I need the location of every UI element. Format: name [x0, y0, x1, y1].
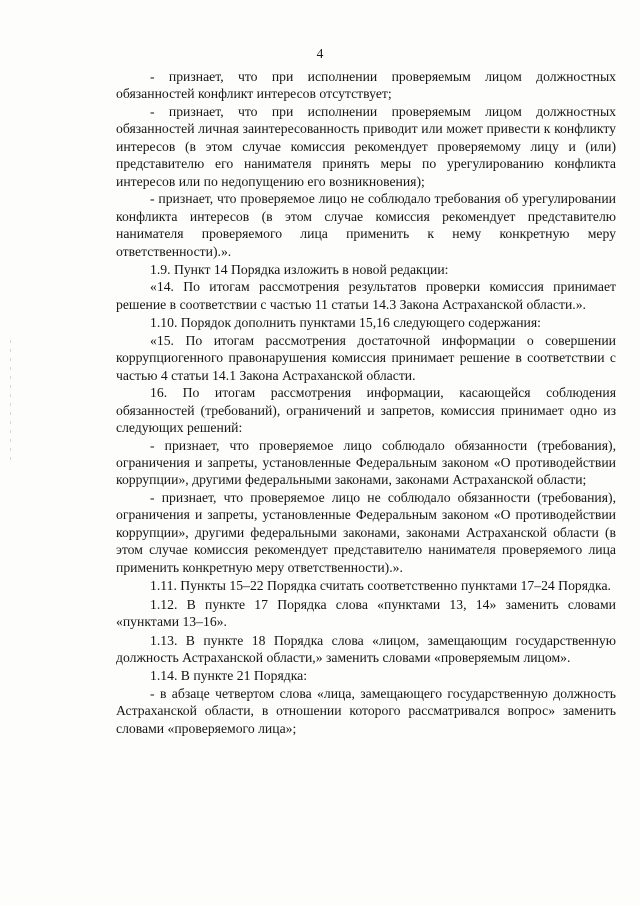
- paragraph: «15. По итогам рассмотрения достаточной информации о совершении коррупциогенного правонарушения комиссия принимает решение в соответствии с частью 4 статьи 14.1 Закона Астраханской области.: [116, 332, 616, 383]
- paragraph: 1.13. В пункте 18 Порядка слова «лицом, замещающим государственную должность Астраханской области,» заменить словами «проверяемым лицом».: [116, 632, 616, 665]
- paragraph: - признает, что проверяемое лицо не соблюдало требования об урегулировании конфликта интересов (в этом случае комиссия рекомендует представителю нанимателя проверяемого лица применить к нему конкретную меру ответственности).».: [116, 191, 616, 259]
- paragraph: - признает, что проверяемое лицо не соблюдало обязанности (требования), ограничения и запреты, установленные Федеральным законом «О противодействии коррупции», другими федеральными законами, законами Астраханской области (в этом случае комиссия рекомендует представителю нанимателя проверяемого лица применить конкретную меру ответственности).».: [116, 489, 616, 575]
- paragraph: 1.10. Порядок дополнить пунктами 15,16 следующего содержания:: [150, 315, 541, 331]
- scan-margin-artifact: [10, 340, 11, 460]
- paragraph: 1.12. В пункте 17 Порядка слова «пунктами 13, 14» заменить словами «пунктами 13–16».: [116, 596, 616, 630]
- document-body: [116, 68, 616, 737]
- paragraph: - признает, что при исполнении проверяемым лицом должностных обязанностей личная заинтересованность приводит или может привести к конфликту интересов (в этом случае комиссия рекомендует проверяемому лицу и (или) представителю его нанимателя принять меры по урегулированию конфликта интересов или по недопущению его возникновения);: [116, 103, 616, 189]
- paragraph: 1.9. Пункт 14 Порядка изложить в новой редакции:: [150, 261, 449, 277]
- paragraph: 1.14. В пункте 21 Порядка:: [150, 668, 308, 684]
- paragraph: «14. По итогам рассмотрения результатов проверки комиссия принимает решение в соответствии с частью 11 статьи 14.3 Закона Астраханской области.».: [116, 279, 616, 312]
- paragraph: 16. По итогам рассмотрения информации, касающейся соблюдения обязанностей (требований), ограничений и запретов, комиссия принимает одно из следующих решений:: [116, 385, 616, 436]
- paragraph: - признает, что проверяемое лицо соблюдало обязанности (требования), ограничения и запреты, установленные Федеральным законом «О противодействии коррупции», другими федеральными законами, законами Астраханской области;: [116, 437, 616, 488]
- paragraph: 1.11. Пункты 15–22 Порядка считать соответственно пунктами 17–24 Порядка.: [150, 578, 611, 594]
- paragraph: - признает, что при исполнении проверяемым лицом должностных обязанностей конфликт интересов отсутствует;: [116, 69, 616, 102]
- page-number: 4: [316, 46, 324, 61]
- paragraph: - в абзаце четвертом слова «лица, замещающего государственную должность Астраханской области, в отношении которого рассматривался вопрос» заменить словами «проверяемого лица»;: [116, 685, 616, 736]
